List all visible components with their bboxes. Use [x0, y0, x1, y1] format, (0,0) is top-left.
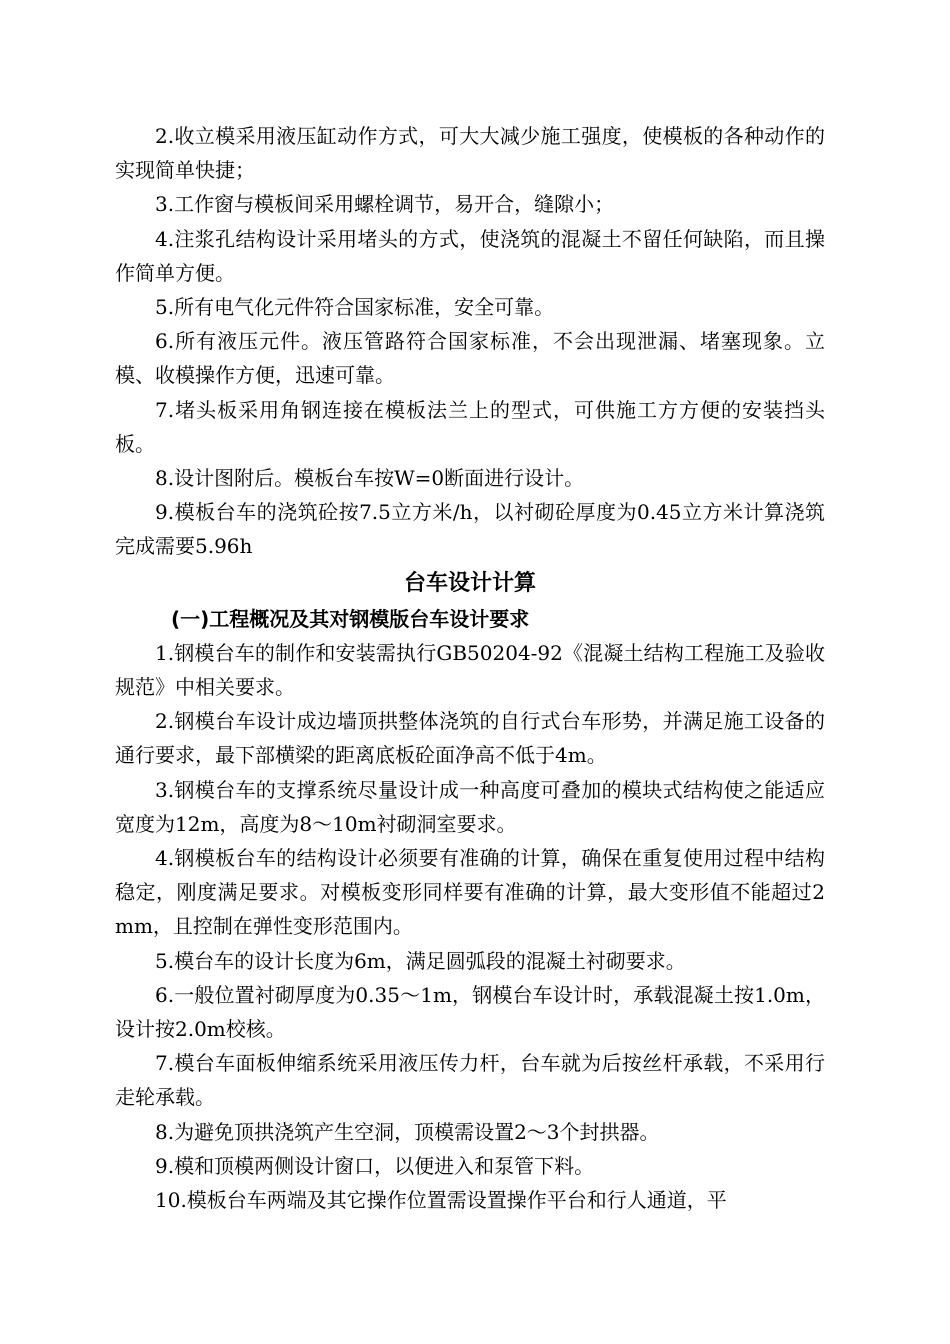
requirement-item-5: 5.模台车的设计长度为6m，满足圆弧段的混凝土衬砌要求。 — [155, 948, 686, 973]
paragraph-item-8: 8.设计图附后。模板台车按W=0断面进行设计。 — [155, 466, 585, 491]
requirement-item-1: 1.钢模台车的制作和安装需执行GB50204-92《混凝土结构工程施工及验收规范》中相关要求。 — [115, 640, 825, 700]
requirement-item-6: 6.一般位置衬砌厚度为0.35～1m，钢模台车设计时，承载混凝土按1.0m，设计按2.0m校核。 — [115, 982, 825, 1042]
paragraph-item-3: 3.工作窗与模板间采用螺栓调节，易开合，缝隙小； — [155, 192, 615, 217]
paragraph-item-9: 9.模板台车的浇筑砼按7.5立方米/h，以衬砌砼厚度为0.45立方米计算浇筑完成需要5.96h — [115, 500, 825, 559]
section-title: 台车设计计算 — [403, 570, 536, 596]
requirement-item-2: 2.钢模台车设计成边墙顶拱整体浇筑的自行式台车形势，并满足施工设备的通行要求，最下部横梁的距离底板砼面净高不低于4m。 — [115, 709, 825, 768]
requirement-item-3: 3.钢模台车的支撑系统尽量设计成一种高度可叠加的模块式结构使之能适应宽度为12m，高度为8～10m衬砌洞室要求。 — [115, 777, 825, 836]
paragraph-item-7: 7.堵头板采用角钢连接在模板法兰上的型式，可供施工方方便的安装挡头板。 — [115, 397, 825, 456]
requirement-item-8: 8.为避免顶拱浇筑产生空洞，顶模需设置2～3个封拱器。 — [155, 1119, 660, 1144]
requirement-item-10: 10.模板台车两端及其它操作位置需设置操作平台和行人通道，平 — [155, 1188, 727, 1213]
requirement-item-4: 4.钢模板台车的结构设计必须要有准确的计算，确保在重复使用过程中结构稳定，刚度满足要求。对模板变形同样要有准确的计算，最大变形值不能超过2mm，且控制在弹性变形范围内。 — [115, 846, 825, 939]
paragraph-item-4: 4.注浆孔结构设计采用堵头的方式，使浇筑的混凝土不留任何缺陷，而且操作简单方便。 — [115, 226, 825, 285]
requirement-item-9: 9.模和顶模两侧设计窗口，以便进入和泵管下料。 — [155, 1153, 595, 1178]
paragraph-item-5: 5.所有电气化元件符合国家标准，安全可靠。 — [155, 295, 555, 320]
requirement-item-7: 7.模台车面板伸缩系统采用液压传力杆，台车就为后按丝杆承载，不采用行走轮承载。 — [115, 1051, 825, 1110]
document-body — [115, 119, 825, 1217]
section-subtitle: (一)工程概况及其对钢模版台车设计要求 — [171, 606, 530, 631]
paragraph-item-2: 2.收立模采用液压缸动作方式，可大大减少施工强度，使模板的各种动作的实现简单快捷； — [115, 124, 825, 183]
paragraph-item-6: 6.所有液压元件。液压管路符合国家标准，不会出现泄漏、堵塞现象。立模、收模操作方便，迅速可靠。 — [115, 329, 825, 388]
